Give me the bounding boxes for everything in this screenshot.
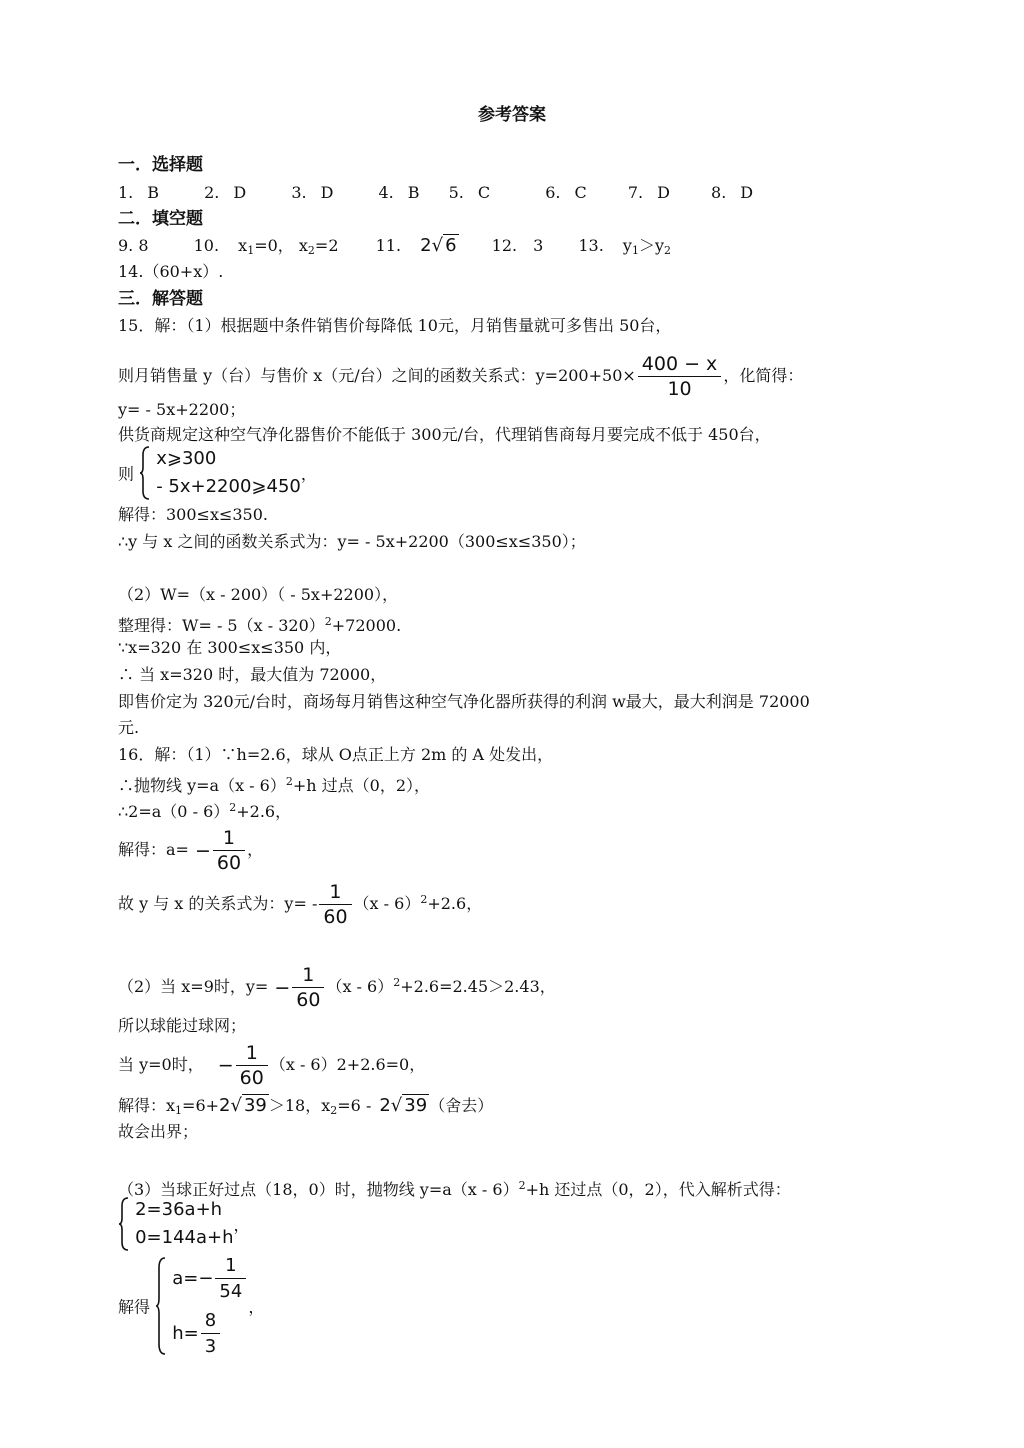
q15-line-9-sup: 2 bbox=[324, 615, 332, 628]
q16-equation-row-1: 2=36a+h bbox=[135, 1199, 223, 1220]
fill-q10-x2-sub: 2 bbox=[307, 244, 315, 257]
choice-8-ans: D bbox=[740, 183, 754, 202]
choice-2-ans: D bbox=[233, 183, 247, 202]
q16-line-4-sign: − bbox=[194, 839, 211, 862]
q15-system-row-2: - 5x+2200⩾450 bbox=[156, 476, 301, 497]
q15-system-prefix: 则 bbox=[118, 464, 135, 484]
q16-line-11-tail: +h 还过点（0，2），代入解析式得： bbox=[525, 1180, 791, 1199]
fill-q10-x2-val: =2 bbox=[314, 236, 339, 255]
choice-4-ans: B bbox=[407, 183, 420, 202]
q16-line-3-text: ∴2=a（0 - 6） bbox=[118, 802, 230, 821]
q16-relation-fraction bbox=[319, 882, 351, 927]
q16-line-2-text: ∴抛物线 y=a（x - 6） bbox=[118, 776, 286, 795]
q16-line-4 bbox=[118, 828, 263, 873]
q16-y0-fraction bbox=[236, 1043, 268, 1088]
fill-q11-radicand: 6 bbox=[445, 235, 457, 256]
q16-line-6-tail: +2.6=2.45＞2.43， bbox=[400, 977, 556, 996]
q15-line-11: ∴ 当 x=320 时，最大值为 72000， bbox=[118, 665, 387, 684]
q16-solution-a-label: a= bbox=[172, 1268, 199, 1289]
q16-solution-row-h bbox=[172, 1310, 248, 1357]
q16-solution-suffix: ， bbox=[248, 1297, 265, 1317]
q15-fraction bbox=[638, 354, 722, 399]
choice-7-num: 7. bbox=[627, 183, 644, 202]
q16-line-3-sup: 2 bbox=[229, 801, 237, 814]
q15-line-4: 供货商规定这种空气净化器售价不能低于 300元/台，代理销售商每月要完成不低于 450台， bbox=[118, 425, 771, 444]
q15-line-3: y= - 5x+2200； bbox=[118, 400, 246, 419]
q15-line-1: 15．解：（1）根据题中条件销售价每降低 10元，月销售量就可多售出 50台， bbox=[118, 316, 672, 335]
fill-q10-x1-val: =0， bbox=[254, 236, 294, 255]
fill-q12: 12. 3 bbox=[491, 236, 544, 255]
q16-solution-row-a bbox=[172, 1255, 248, 1302]
q16-line-4-text: 解得：a= bbox=[118, 840, 189, 859]
q16-sqrt-2-coef: 2 bbox=[379, 1095, 391, 1116]
q16-sqrt-2: 2√ 39 bbox=[379, 1095, 428, 1116]
fill-q13-num: 13. bbox=[578, 236, 604, 255]
q15-line-12: 即售价定为 320元/台时，商场每月销售这种空气净化器所获得的利润 w最大，最大利润是 72000 bbox=[118, 692, 810, 711]
q16-line-9-text: 解得：x bbox=[118, 1096, 176, 1115]
q15-line-7: ∴y 与 x 之间的函数关系式为：y= - 5x+2200（300≤x≤350）； bbox=[118, 532, 586, 551]
q16-line-2-tail: +h 过点（0，2）， bbox=[292, 776, 431, 795]
q16-solution-a-num: 1 bbox=[225, 1255, 237, 1276]
q16-solution-a-fraction bbox=[215, 1255, 246, 1302]
q16-line-5-text: 故 y 与 x 的关系式为：y= - bbox=[118, 894, 318, 913]
fill-q13-left-sub: 1 bbox=[631, 244, 639, 257]
left-brace-icon bbox=[118, 1196, 130, 1252]
q16-sqrt-1: 2√ 39 bbox=[219, 1095, 267, 1116]
q16-line-9-a: =6+ bbox=[182, 1096, 220, 1115]
q16-line-9-sub1: 1 bbox=[175, 1104, 183, 1117]
choice-3-ans: D bbox=[320, 183, 334, 202]
q16-line-1: 16．解：（1）∵h=2.6，球从 O点正上方 2m 的 A 处发出， bbox=[118, 745, 554, 764]
q16-y0-fraction-num: 1 bbox=[245, 1042, 258, 1064]
q16-line-6-mid: （x - 6） bbox=[326, 977, 394, 996]
q15-line-2-tail: ，化简得： bbox=[723, 366, 804, 385]
q16-solution-h-den: 3 bbox=[201, 1333, 220, 1357]
q16-line-8-sign: − bbox=[217, 1054, 234, 1077]
fill-q11-coef: 2 bbox=[420, 235, 432, 256]
q16-part2-fraction-num: 1 bbox=[302, 964, 315, 986]
fill-q10-x2: x bbox=[298, 236, 308, 255]
q16-line-2-sup: 2 bbox=[285, 775, 293, 788]
q16-solution-h-fraction bbox=[201, 1310, 220, 1357]
fill-q10-x1: x bbox=[238, 236, 248, 255]
q16-line-5-mid: （x - 6） bbox=[353, 894, 421, 913]
q16-equation-row-2: 0=144a+h bbox=[135, 1227, 234, 1248]
q16-line-9-c: =6 - bbox=[337, 1096, 372, 1115]
q15-line-10: ∵x=320 在 300≤x≤350 内， bbox=[118, 638, 342, 657]
page-title: 参考答案 bbox=[478, 105, 546, 125]
q16-line-9-d: （舍去） bbox=[429, 1096, 494, 1115]
choice-answers-row bbox=[118, 183, 753, 203]
q16-solution-a-den: 54 bbox=[215, 1278, 246, 1302]
q16-line-9-sub2: 2 bbox=[330, 1104, 338, 1117]
choice-5-num: 5. bbox=[448, 183, 464, 202]
fill-q10-num: 10. bbox=[193, 236, 220, 255]
q16-a-fraction-den: 60 bbox=[213, 850, 245, 873]
q16-line-6-sign: − bbox=[274, 976, 291, 999]
q16-line-6-sup: 2 bbox=[393, 976, 401, 989]
q16-line-4-tail: ， bbox=[247, 840, 264, 859]
q16-line-7: 所以球能过球网； bbox=[118, 1016, 247, 1035]
fill-q11-sqrt: 2√ 6 bbox=[420, 235, 457, 256]
q15-line-9-tail: +72000. bbox=[331, 616, 402, 635]
section-solution-heading: 三．解答题 bbox=[118, 289, 203, 309]
q16-equation-rows bbox=[135, 1196, 233, 1252]
choice-5-ans: C bbox=[477, 183, 491, 202]
q16-equation-system bbox=[118, 1196, 250, 1252]
q16-sqrt-1-coef: 2 bbox=[219, 1095, 231, 1116]
choice-3-num: 3. bbox=[291, 183, 307, 202]
choice-4-num: 4. bbox=[378, 183, 394, 202]
q16-relation-fraction-den: 60 bbox=[319, 904, 351, 927]
q15-system-row-1: x⩾300 bbox=[156, 448, 217, 469]
q16-part2-fraction-den: 60 bbox=[292, 987, 324, 1010]
q16-line-9-b: ＞18，x bbox=[268, 1096, 331, 1115]
q16-line-5 bbox=[118, 882, 482, 927]
q16-sqrt-2-radicand: 39 bbox=[404, 1095, 428, 1116]
q16-relation-fraction-num: 1 bbox=[329, 881, 342, 903]
q16-solution-system bbox=[118, 1255, 264, 1357]
q15-inequality-system bbox=[118, 445, 317, 501]
q16-line-8-text: 当 y=0时， bbox=[118, 1055, 204, 1074]
q16-solution-a-sign: − bbox=[198, 1268, 214, 1289]
q15-line-6: 解得：300≤x≤350. bbox=[118, 505, 269, 524]
q16-line-8 bbox=[118, 1043, 425, 1088]
q16-line-2 bbox=[118, 772, 430, 796]
q16-line-5-sup: 2 bbox=[420, 893, 428, 906]
fill-q13-right-sub: 2 bbox=[664, 244, 672, 257]
q16-solution-h-label: h= bbox=[172, 1323, 199, 1344]
fill-q13-op: ＞y bbox=[638, 236, 665, 255]
left-brace-icon bbox=[155, 1256, 167, 1356]
q16-line-8-tail: （x - 6）2+2.6=0， bbox=[269, 1055, 426, 1074]
q15-system-suffix: ， bbox=[300, 464, 317, 484]
q15-line-9 bbox=[118, 612, 401, 636]
q16-a-fraction-num: 1 bbox=[222, 827, 236, 849]
q16-part2-fraction bbox=[292, 965, 324, 1010]
fill-q14: 14.（60+x）. bbox=[118, 262, 224, 281]
q15-line-2-text: 则月销售量 y（台）与售价 x（元/台）之间的函数关系式：y=200+50× bbox=[118, 366, 636, 385]
q16-solution-rows bbox=[172, 1255, 248, 1357]
left-brace-icon bbox=[139, 445, 151, 501]
q15-fraction-den: 10 bbox=[638, 376, 722, 399]
fill-q9: 9. 8 bbox=[118, 236, 149, 255]
q15-line-13: 元. bbox=[118, 718, 140, 737]
fill-q10-x1-sub: 1 bbox=[247, 244, 255, 257]
q16-line-11-text: （3）当球正好过点（18，0）时，抛物线 y=a（x - 6） bbox=[118, 1180, 519, 1199]
fill-q11-num: 11. bbox=[375, 236, 402, 255]
section-choice-heading: 一．选择题 bbox=[118, 155, 203, 175]
q16-line-3 bbox=[118, 798, 291, 822]
q15-system-rows bbox=[156, 445, 301, 501]
fill-q13-left: y bbox=[622, 236, 632, 255]
q16-a-fraction bbox=[213, 828, 245, 873]
q15-fraction-num: 400 − x bbox=[641, 353, 718, 375]
q16-line-9 bbox=[118, 1096, 493, 1121]
q16-sqrt-1-radicand: 39 bbox=[243, 1095, 267, 1116]
choice-6-ans: C bbox=[574, 183, 587, 202]
q16-line-11-sup: 2 bbox=[518, 1179, 526, 1192]
fill-answers-row bbox=[118, 236, 671, 261]
choice-8-num: 8. bbox=[711, 183, 727, 202]
q16-solution-prefix: 解得 bbox=[118, 1297, 151, 1317]
q15-line-9-text: 整理得：W= - 5（x - 320） bbox=[118, 616, 325, 635]
choice-7-ans: D bbox=[657, 183, 670, 202]
q16-equation-suffix: ， bbox=[233, 1215, 250, 1235]
choice-6-num: 6. bbox=[545, 183, 561, 202]
choice-2-num: 2. bbox=[204, 183, 220, 202]
choice-1-ans: B bbox=[147, 183, 160, 202]
q15-line-8: （2）W=（x - 200）（ - 5x+2200）， bbox=[118, 585, 399, 604]
q16-line-5-tail: +2.6， bbox=[427, 894, 483, 913]
q15-line-2 bbox=[118, 354, 803, 399]
q16-line-6-text: （2）当 x=9时，y= bbox=[118, 977, 269, 996]
q16-y0-fraction-den: 60 bbox=[236, 1065, 268, 1088]
section-fill-heading: 二．填空题 bbox=[118, 209, 203, 229]
q16-line-10: 故会出界； bbox=[118, 1122, 199, 1141]
q16-line-6 bbox=[118, 965, 556, 1010]
choice-1-num: 1. bbox=[118, 183, 134, 202]
q16-solution-h-num: 8 bbox=[204, 1310, 217, 1331]
q16-line-3-tail: +2.6， bbox=[236, 802, 292, 821]
